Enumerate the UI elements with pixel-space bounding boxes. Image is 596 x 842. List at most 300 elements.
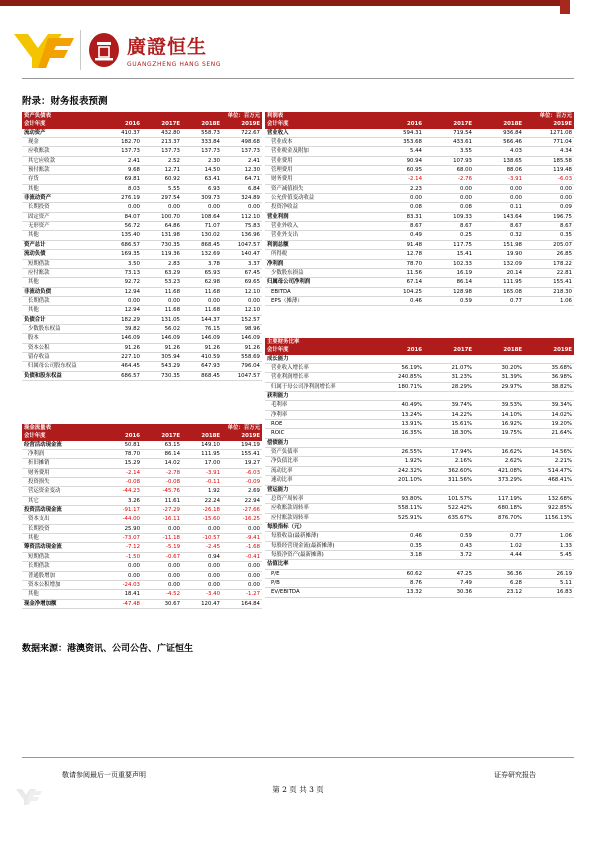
- cell-value: 525.91%: [374, 513, 424, 522]
- row-label: 每股经营现金流(最新摊薄): [265, 541, 374, 550]
- cell-value: 91.26: [142, 343, 182, 352]
- table-row: [22, 496, 262, 505]
- footer-divider: [22, 757, 574, 758]
- cell-value: -44.00: [102, 515, 142, 524]
- cell-value: -11.18: [142, 534, 182, 543]
- table-header-row: [22, 432, 262, 440]
- cell-value: 421.08%: [474, 466, 524, 475]
- cell-value: 796.04: [222, 362, 262, 371]
- cell-value: 180.71%: [374, 382, 424, 391]
- table-row: [265, 476, 574, 485]
- cell-value: 647.93: [182, 362, 222, 371]
- cell-value: 333.84: [182, 138, 222, 147]
- table-row: [22, 459, 262, 468]
- cell-value: 3.72: [424, 550, 474, 559]
- row-label: 短期借款: [22, 259, 102, 268]
- cell-value: 558.11%: [374, 504, 424, 513]
- cell-value: -73.07: [102, 534, 142, 543]
- cell-value: 132.68%: [524, 494, 574, 503]
- cell-value: 4.34: [524, 147, 574, 156]
- cell-value: 0.00: [182, 524, 222, 533]
- cell-value: 26.19: [524, 569, 574, 578]
- table-row: [22, 334, 262, 343]
- cell-value: -4.52: [142, 590, 182, 599]
- cell-value: [524, 560, 574, 569]
- row-label: 留存收益: [22, 352, 102, 361]
- cell-value: 201.10%: [374, 476, 424, 485]
- cell-value: 0.00: [102, 296, 142, 305]
- cell-value: 108.64: [182, 212, 222, 221]
- cell-value: 18.30%: [424, 429, 474, 438]
- table-row: [22, 175, 262, 184]
- row-label: 投资净收益: [265, 203, 374, 212]
- row-label: ROIC: [265, 429, 374, 438]
- table-row: [265, 578, 574, 587]
- table-row: [22, 306, 262, 315]
- cell-value: [424, 438, 474, 447]
- table-row: [22, 590, 262, 599]
- cell-value: 100.70: [142, 212, 182, 221]
- cell-value: 0.00: [182, 580, 222, 589]
- row-label: 总资产周转率: [265, 494, 374, 503]
- brand-bar-cap: [560, 0, 570, 14]
- cell-value: 0.00: [524, 194, 574, 203]
- cell-value: 14.02: [142, 459, 182, 468]
- cell-value: 17.00: [182, 459, 222, 468]
- table-row: [22, 222, 262, 231]
- cell-value: 0.11: [474, 203, 524, 212]
- cell-value: 410.37: [102, 129, 142, 138]
- cell-value: 17.94%: [424, 448, 474, 457]
- row-label: 营业利润: [265, 212, 374, 221]
- table-row: [265, 231, 574, 240]
- column-header-year: 会计年度: [265, 120, 374, 128]
- cell-value: 2.23: [374, 184, 424, 193]
- row-label: 营运资金变动: [22, 487, 102, 496]
- cell-value: 68.00: [424, 166, 474, 175]
- row-label: 每股净资产(最新摊薄): [265, 550, 374, 559]
- cell-value: 1.92%: [374, 457, 424, 466]
- table-row: [22, 506, 262, 515]
- cell-value: [424, 560, 474, 569]
- cell-value: 182.29: [102, 315, 142, 324]
- table-row: [22, 468, 262, 477]
- cell-value: 102.33: [424, 259, 474, 268]
- row-label: 管理费用: [265, 166, 374, 175]
- cell-value: 0.25: [424, 231, 474, 240]
- cell-value: 0.00: [142, 203, 182, 212]
- table-row: [22, 250, 262, 259]
- column-header: 2019E: [222, 432, 262, 440]
- cell-value: -2.14: [102, 468, 142, 477]
- cell-value: 83.31: [374, 212, 424, 221]
- cell-value: 2.21%: [524, 457, 574, 466]
- cell-value: 2.62%: [474, 457, 524, 466]
- table-row: [22, 343, 262, 352]
- cell-value: 373.29%: [474, 476, 524, 485]
- column-header: 2018E: [474, 346, 524, 354]
- column-header: 2019E: [524, 346, 574, 354]
- cell-value: 8.76: [374, 578, 424, 587]
- cell-value: 26.85: [524, 250, 574, 259]
- cell-value: 14.22%: [424, 410, 474, 419]
- cell-value: -2.45: [182, 543, 222, 552]
- column-header: 2018E: [182, 120, 222, 128]
- footer-report-type: 证券研究报告: [494, 771, 536, 779]
- cell-value: 0.00: [102, 562, 142, 571]
- cell-value: 149.10: [182, 441, 222, 450]
- cell-value: 719.54: [424, 129, 474, 138]
- cell-value: 101.57%: [424, 494, 474, 503]
- cell-value: 56.02: [142, 324, 182, 333]
- row-label: 营业收入增长率: [265, 364, 374, 373]
- cell-value: 73.13: [102, 268, 142, 277]
- cell-value: -27.29: [142, 506, 182, 515]
- cell-value: 15.29: [102, 459, 142, 468]
- cell-value: 155.41: [524, 278, 574, 287]
- row-label: 营业税金及附加: [265, 147, 374, 156]
- cell-value: -26.18: [182, 506, 222, 515]
- cell-value: 151.98: [474, 240, 524, 249]
- cell-value: 0.59: [424, 532, 474, 541]
- cell-value: 23.12: [474, 588, 524, 597]
- cell-value: 111.95: [474, 278, 524, 287]
- cell-value: 91.26: [182, 343, 222, 352]
- table-row: [265, 268, 574, 277]
- column-header: 2018E: [182, 432, 222, 440]
- table-row: [265, 569, 574, 578]
- table-row: [265, 438, 574, 447]
- cell-value: 26.55%: [374, 448, 424, 457]
- cell-value: -15.60: [182, 515, 222, 524]
- cell-value: 91.26: [102, 343, 142, 352]
- row-label: 每股指标（元）: [265, 522, 374, 531]
- cell-value: 91.48: [374, 240, 424, 249]
- table-row: [265, 138, 574, 147]
- cell-value: 5.45: [524, 550, 574, 559]
- row-label: 负债合计: [22, 315, 102, 324]
- row-label: 流动负债: [22, 250, 102, 259]
- row-label: 归属于母公司净利润增长率: [265, 382, 374, 391]
- cell-value: 69.81: [102, 175, 142, 184]
- table-row: [265, 401, 574, 410]
- column-header: 2016: [102, 432, 142, 440]
- table-row: [22, 580, 262, 589]
- row-label: 少数股东权益: [22, 324, 102, 333]
- cell-value: 1047.57: [222, 371, 262, 380]
- cell-value: 0.00: [424, 184, 474, 193]
- cell-value: 120.47: [182, 599, 222, 608]
- cell-value: 90.94: [374, 156, 424, 165]
- row-label: 非流动负债: [22, 287, 102, 296]
- cell-value: 1156.13%: [524, 513, 574, 522]
- cell-value: 39.82: [102, 324, 142, 333]
- cell-value: 6.93: [182, 184, 222, 193]
- table-row: [22, 166, 262, 175]
- table-title: 现金流量表: [22, 424, 102, 432]
- table-row: [22, 441, 262, 450]
- brand-bar: [0, 0, 560, 6]
- table-row: [265, 355, 574, 364]
- cell-value: 196.75: [524, 212, 574, 221]
- cell-value: -45.76: [142, 487, 182, 496]
- cell-value: 30.67: [142, 599, 182, 608]
- cell-value: 0.00: [102, 571, 142, 580]
- cell-value: -0.08: [102, 478, 142, 487]
- row-label: 无形资产: [22, 222, 102, 231]
- cell-value: 104.25: [374, 287, 424, 296]
- column-header: 2016: [102, 120, 142, 128]
- column-header: 2016: [374, 346, 424, 354]
- cell-value: -0.08: [142, 478, 182, 487]
- table-row: [22, 259, 262, 268]
- cell-value: 39.74%: [424, 401, 474, 410]
- table-row: [265, 560, 574, 569]
- row-label: 流动比率: [265, 466, 374, 475]
- financial-ratios-table: [265, 338, 574, 598]
- cell-value: 78.70: [374, 259, 424, 268]
- cell-value: 12.78: [374, 250, 424, 259]
- cell-value: 0.00: [102, 203, 142, 212]
- table-row: [265, 410, 574, 419]
- column-header: 2017E: [142, 432, 182, 440]
- row-label: 净负债比率: [265, 457, 374, 466]
- cell-value: [474, 438, 524, 447]
- cell-value: 117.75: [424, 240, 474, 249]
- column-header: 2018E: [474, 120, 524, 128]
- row-label: 财务费用: [22, 468, 102, 477]
- cell-value: 62.98: [182, 278, 222, 287]
- cell-value: 56.19%: [374, 364, 424, 373]
- cell-value: 0.00: [222, 562, 262, 571]
- cell-value: 21.07%: [424, 364, 474, 373]
- cell-value: -2.14: [374, 175, 424, 184]
- cell-value: 680.18%: [474, 504, 524, 513]
- income-statement-table: [265, 112, 574, 306]
- table-row: [265, 287, 574, 296]
- cell-value: 2.16%: [424, 457, 474, 466]
- column-header: 2016: [374, 120, 424, 128]
- cell-value: 98.96: [222, 324, 262, 333]
- cell-value: 117.19%: [474, 494, 524, 503]
- cell-value: 12.94: [102, 287, 142, 296]
- row-label: 负债和股东权益: [22, 371, 102, 380]
- table-row: [22, 315, 262, 324]
- cell-value: [424, 522, 474, 531]
- cell-value: 0.09: [524, 203, 574, 212]
- cell-value: -10.57: [182, 534, 222, 543]
- cell-value: [474, 392, 524, 401]
- yf-logo-icon: [14, 28, 76, 72]
- table-row: [265, 429, 574, 438]
- cell-value: 922.85%: [524, 504, 574, 513]
- cell-value: 3.55: [424, 147, 474, 156]
- cell-value: 50.81: [102, 441, 142, 450]
- cell-value: -0.09: [222, 478, 262, 487]
- cell-value: 91.26: [222, 343, 262, 352]
- cell-value: -1.68: [222, 543, 262, 552]
- cell-value: 146.09: [222, 334, 262, 343]
- table-row: [265, 541, 574, 550]
- cell-value: 143.64: [474, 212, 524, 221]
- cell-value: 21.64%: [524, 429, 574, 438]
- section-title: 附录：财务报表预测: [22, 96, 108, 107]
- cell-value: 84.07: [102, 212, 142, 221]
- cell-value: 0.08: [424, 203, 474, 212]
- cell-value: [374, 522, 424, 531]
- cell-value: 69.65: [222, 278, 262, 287]
- table-row: [22, 147, 262, 156]
- cell-value: -7.12: [102, 543, 142, 552]
- cell-value: 31.39%: [474, 373, 524, 382]
- row-label: 长期借款: [22, 562, 102, 571]
- cell-value: 76.15: [182, 324, 222, 333]
- cell-value: 63.15: [142, 441, 182, 450]
- table-row: [265, 420, 574, 429]
- cell-value: [524, 438, 574, 447]
- cell-value: 8.03: [102, 184, 142, 193]
- cell-value: 185.58: [524, 156, 574, 165]
- table-row: [265, 278, 574, 287]
- cell-value: -5.19: [142, 543, 182, 552]
- cash-flow-table: [22, 424, 262, 609]
- table-unit: 单位：百万元: [102, 424, 262, 432]
- row-label: EPS（摊薄）: [265, 296, 374, 305]
- cell-value: 1047.57: [222, 240, 262, 249]
- row-label: 长期投资: [22, 203, 102, 212]
- cell-value: [424, 355, 474, 364]
- row-label: 折旧摊销: [22, 459, 102, 468]
- row-label: 成长能力: [265, 355, 374, 364]
- cell-value: 297.54: [142, 194, 182, 203]
- row-label: 投资活动现金流: [22, 506, 102, 515]
- cell-value: 128.98: [424, 287, 474, 296]
- cell-value: 88.06: [474, 166, 524, 175]
- cell-value: 410.59: [182, 352, 222, 361]
- cell-value: 514.47%: [524, 466, 574, 475]
- cell-value: 67.14: [374, 278, 424, 287]
- table-row: [22, 194, 262, 203]
- row-label: 筹资活动现金流: [22, 543, 102, 552]
- table-row: [22, 534, 262, 543]
- cell-value: 19.90: [474, 250, 524, 259]
- cell-value: 0.00: [142, 571, 182, 580]
- table-row: [22, 371, 262, 380]
- cell-value: [524, 355, 574, 364]
- row-label: 净利润: [22, 450, 102, 459]
- cell-value: 56.72: [102, 222, 142, 231]
- cell-value: 13.91%: [374, 420, 424, 429]
- row-label: 少数股东损益: [265, 268, 374, 277]
- cell-value: 0.00: [424, 194, 474, 203]
- cell-value: 22.81: [524, 268, 574, 277]
- cell-value: 22.24: [182, 496, 222, 505]
- cell-value: 12.10: [222, 287, 262, 296]
- row-label: ROE: [265, 420, 374, 429]
- cell-value: -24.03: [102, 580, 142, 589]
- table-unit: [374, 338, 574, 346]
- cell-value: 182.70: [102, 138, 142, 147]
- table-row: [22, 552, 262, 561]
- table-row: [265, 129, 574, 138]
- table-row: [265, 373, 574, 382]
- company-logo: [14, 28, 221, 72]
- cell-value: 353.68: [374, 138, 424, 147]
- cell-value: 558.73: [182, 129, 222, 138]
- watermark-logo-icon: [16, 787, 42, 809]
- cell-value: 137.73: [102, 147, 142, 156]
- cell-value: 194.19: [222, 441, 262, 450]
- cell-value: [374, 355, 424, 364]
- cell-value: 6.28: [474, 578, 524, 587]
- cell-value: 36.36: [474, 569, 524, 578]
- cell-value: 136.96: [222, 231, 262, 240]
- cell-value: 138.65: [474, 156, 524, 165]
- row-label: 资本公积增加: [22, 580, 102, 589]
- cell-value: 144.37: [182, 315, 222, 324]
- cell-value: 137.73: [182, 147, 222, 156]
- cell-value: [524, 392, 574, 401]
- cell-value: -91.17: [102, 506, 142, 515]
- cell-value: 67.45: [222, 268, 262, 277]
- column-header: 2019E: [524, 120, 574, 128]
- header-divider: [22, 78, 574, 79]
- table-row: [265, 392, 574, 401]
- cell-value: 0.77: [474, 532, 524, 541]
- cell-value: 2.52: [142, 156, 182, 165]
- column-header: 2017E: [424, 346, 474, 354]
- cell-value: -3.91: [182, 468, 222, 477]
- cell-value: 686.57: [102, 371, 142, 380]
- cell-value: 65.93: [182, 268, 222, 277]
- cell-value: 876.70%: [474, 513, 524, 522]
- cell-value: 1.06: [524, 296, 574, 305]
- brand-name-en: GUANGZHENG HANG SENG: [127, 61, 222, 68]
- cell-value: 2.41: [222, 156, 262, 165]
- cell-value: 240.85%: [374, 373, 424, 382]
- row-label: 普通股增加: [22, 571, 102, 580]
- cell-value: 0.00: [182, 562, 222, 571]
- cell-value: 1.02: [474, 541, 524, 550]
- cell-value: 92.72: [102, 278, 142, 287]
- cell-value: 152.57: [222, 315, 262, 324]
- cell-value: 2.83: [142, 259, 182, 268]
- cell-value: 0.00: [142, 296, 182, 305]
- table-row: [22, 599, 262, 608]
- cell-value: 635.67%: [424, 513, 474, 522]
- cell-value: 936.84: [474, 129, 524, 138]
- column-header: 2019E: [222, 120, 262, 128]
- cell-value: 0.59: [424, 296, 474, 305]
- row-label: 长期投资: [22, 524, 102, 533]
- row-label: 现金净增加额: [22, 599, 102, 608]
- cell-value: 498.68: [222, 138, 262, 147]
- cell-value: 8.67: [424, 222, 474, 231]
- cell-value: -1.27: [222, 590, 262, 599]
- row-label: 其他: [22, 184, 102, 193]
- cell-value: 1271.08: [524, 129, 574, 138]
- cell-value: 7.49: [424, 578, 474, 587]
- cell-value: 11.68: [142, 287, 182, 296]
- table-row: [22, 571, 262, 580]
- cell-value: 19.27: [222, 459, 262, 468]
- cell-value: 3.37: [222, 259, 262, 268]
- row-label: 资本公积: [22, 343, 102, 352]
- cell-value: 25.90: [102, 524, 142, 533]
- cell-value: 14.10%: [474, 410, 524, 419]
- row-label: 毛利率: [265, 401, 374, 410]
- cell-value: 16.62%: [474, 448, 524, 457]
